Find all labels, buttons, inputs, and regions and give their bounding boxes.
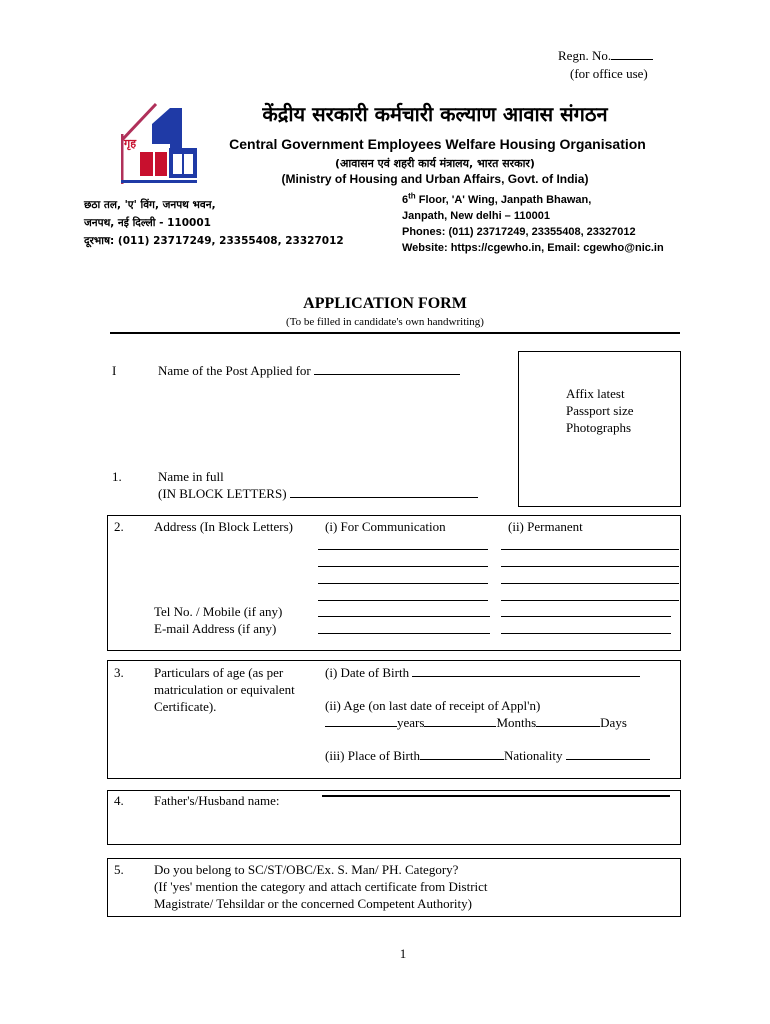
item-2-number: 2. <box>114 519 124 534</box>
email-permanent-line[interactable] <box>501 633 671 634</box>
item-I-number: I <box>112 363 117 378</box>
communication-address-label: (i) For Communication <box>325 519 446 534</box>
permanent-address-line[interactable] <box>501 549 679 550</box>
tel-communication-line[interactable] <box>318 616 490 617</box>
form-title: APPLICATION FORM <box>303 295 467 312</box>
post-applied-blank[interactable] <box>314 362 460 375</box>
father-name-label: Father's/Husband name: <box>154 793 280 808</box>
place-birth-blank[interactable] <box>420 747 504 760</box>
address-hindi-line: दूरभाष: (011) 23717249, 23355408, 23327012 <box>84 235 344 247</box>
post-applied-label: Name of the Post Applied for <box>158 363 311 378</box>
name-full-label: Name in full <box>158 469 224 484</box>
age-months-blank[interactable] <box>424 714 496 727</box>
years-label: years <box>397 715 425 730</box>
address-hindi-line: छठा तल, 'ए' विंग, जनपथ भवन, <box>84 199 216 211</box>
photo-text-line: Passport size <box>566 403 634 418</box>
regn-no-label: Regn. No. <box>558 48 612 63</box>
phones: Phones: (011) 23717249, 23355408, 23327012 <box>402 226 636 238</box>
title-hindi: केंद्रीय सरकारी कर्मचारी कल्याण आवास संगठन <box>262 102 608 126</box>
days-label: Days <box>600 715 627 730</box>
name-full-field[interactable] <box>158 485 478 502</box>
place-birth-label: (iii) Place of Birth <box>325 748 420 763</box>
tel-label: Tel No. / Mobile (if any) <box>154 604 283 619</box>
category-line: Do you belong to SC/ST/OBC/Ex. S. Man/ PH. Category? <box>154 862 459 877</box>
communication-address-line[interactable] <box>318 549 488 550</box>
email-label: E-mail Address (if any) <box>154 621 277 636</box>
item-3-number: 3. <box>114 665 124 680</box>
address-english-line1: 6th Floor, 'A' Wing, Janpath Bhawan, <box>402 191 592 206</box>
name-full-blank[interactable] <box>290 485 478 498</box>
item-4-number: 4. <box>114 793 124 808</box>
age-label-line: Particulars of age (as per <box>154 665 284 680</box>
block-letters-label: (IN BLOCK LETTERS) <box>158 486 287 501</box>
logo-letters: गृह <box>124 137 137 150</box>
category-line: Magistrate/ Tehsildar or the concerned Competent Authority) <box>154 896 472 911</box>
dob-blank[interactable] <box>412 664 640 677</box>
nationality-blank[interactable] <box>566 747 650 760</box>
permanent-address-line[interactable] <box>501 600 679 601</box>
communication-address-line[interactable] <box>318 600 488 601</box>
age-particulars-label <box>154 664 295 715</box>
age-label-line: matriculation or equivalent <box>154 682 295 697</box>
regn-no-field[interactable] <box>558 47 653 64</box>
address-hindi <box>84 196 344 250</box>
permanent-address-label: (ii) Permanent <box>508 519 583 534</box>
age-years-blank[interactable] <box>325 714 397 727</box>
address-hindi-line: जनपथ, नई दिल्ली - 110001 <box>84 217 211 229</box>
permanent-address-line[interactable] <box>501 583 679 584</box>
tel-permanent-line[interactable] <box>501 616 671 617</box>
photo-instructions <box>566 385 634 436</box>
age-label: (ii) Age (on last date of receipt of Appl'n) <box>325 698 541 713</box>
dob-field[interactable] <box>325 664 640 681</box>
address-label: Address (In Block Letters) <box>154 519 293 534</box>
office-use-note: (for office use) <box>570 66 648 81</box>
age-label-line: Certificate). <box>154 699 217 714</box>
father-name-line[interactable] <box>322 795 670 797</box>
website-email: Website: https://cgewho.in, Email: cgewho@nic.in <box>402 242 664 254</box>
communication-address-line[interactable] <box>318 566 488 567</box>
photo-text-line: Photographs <box>566 420 631 435</box>
photo-text-line: Affix latest <box>566 386 625 401</box>
ministry-english: (Ministry of Housing and Urban Affairs, Govt. of India) <box>281 172 589 186</box>
item-1-number: 1. <box>112 469 122 484</box>
dob-label: (i) Date of Birth <box>325 665 410 680</box>
page-number: 1 <box>399 946 407 961</box>
nationality-label: Nationality <box>503 748 563 763</box>
category-line: (If 'yes' mention the category and attach certificate from District <box>154 879 488 894</box>
email-communication-line[interactable] <box>318 633 490 634</box>
item-5-number: 5. <box>114 862 124 877</box>
age-field[interactable] <box>325 714 627 731</box>
permanent-address-line[interactable] <box>501 566 679 567</box>
address-english-line2: Janpath, New delhi – 110001 <box>402 210 550 222</box>
category-question <box>154 861 488 912</box>
title-english: Central Government Employees Welfare Housing Organisation <box>229 136 646 152</box>
regn-no-blank[interactable] <box>611 47 653 60</box>
form-subtitle: (To be filled in candidate's own handwriting) <box>286 316 484 328</box>
ministry-hindi: (आवासन एवं शहरी कार्य मंत्रालय, भारत सरकार) <box>335 157 535 170</box>
months-label: Months <box>496 715 537 730</box>
post-applied-field[interactable] <box>158 362 460 379</box>
address-english <box>402 192 664 256</box>
place-birth-field[interactable] <box>325 747 650 764</box>
communication-address-line[interactable] <box>318 583 488 584</box>
title-rule <box>110 332 680 334</box>
age-days-blank[interactable] <box>536 714 600 727</box>
